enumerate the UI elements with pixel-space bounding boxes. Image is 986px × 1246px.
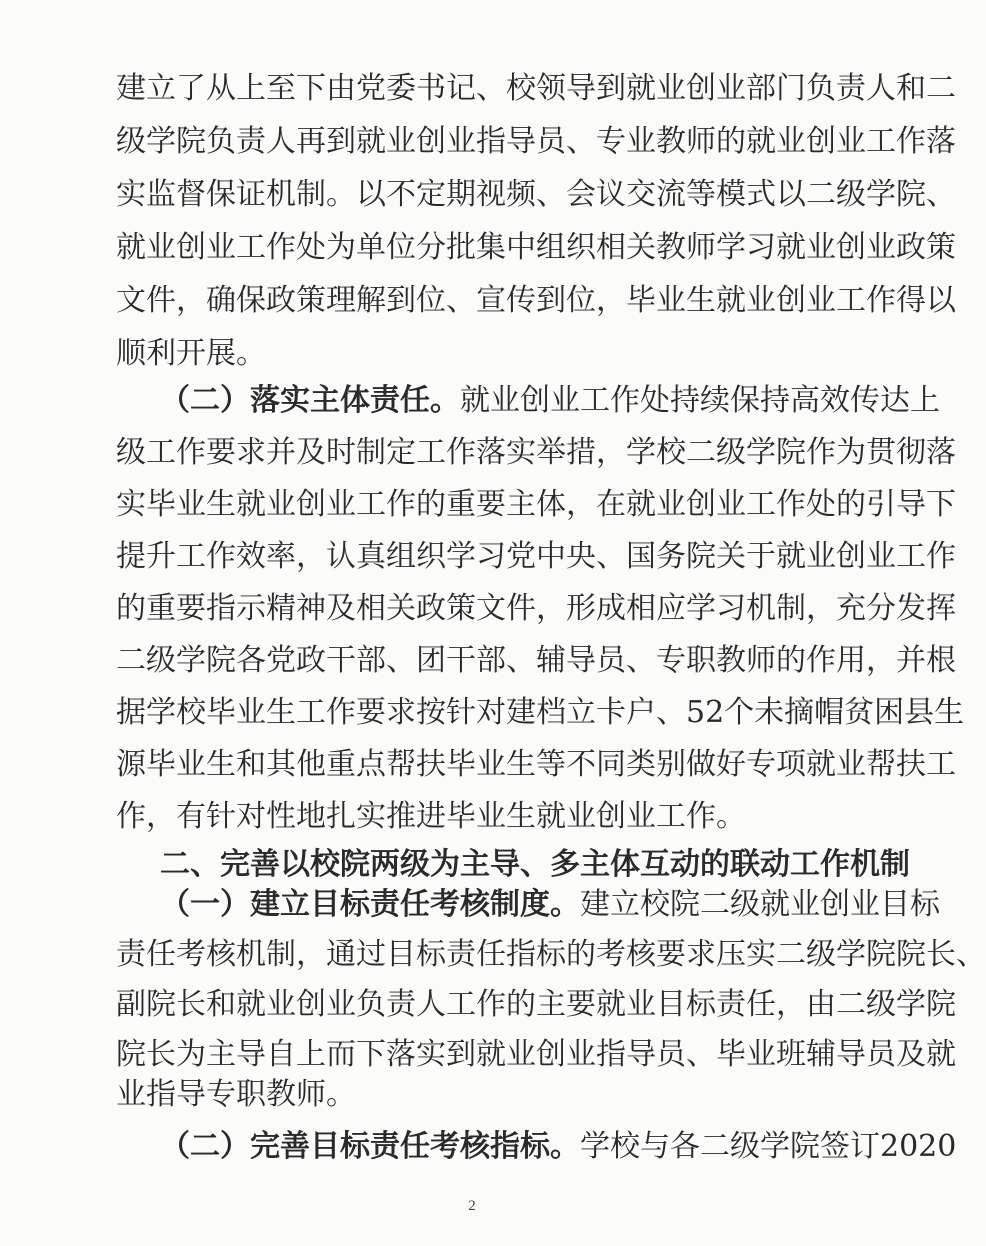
- body-text-line: 作，有针对性地扎实推进毕业生就业创业工作。: [116, 799, 746, 834]
- body-text-line: 建立了从上至下由党委书记、校领导到就业创业部门负责人和二: [116, 71, 956, 106]
- section-text: 就业创业工作处持续保持高效传达上: [460, 383, 940, 418]
- body-text-line: 的重要指示精神及相关政策文件，形成相应学习机制，充分发挥: [116, 591, 956, 626]
- body-text-line: 业指导专职教师。: [116, 1077, 356, 1112]
- body-text-line: 就业创业工作处为单位分批集中组织相关教师学习就业创业政策: [116, 230, 956, 265]
- main-heading: 二、完善以校院两级为主导、多主体互动的联动工作机制: [160, 847, 910, 882]
- body-text-line: 提升工作效率，认真组织学习党中央、国务院关于就业创业工作: [116, 539, 956, 574]
- section-heading: （一）建立目标责任考核制度。: [160, 887, 580, 922]
- section-paragraph-first-line: [160, 1122, 957, 1172]
- body-text-line: 级工作要求并及时制定工作落实举措，学校二级学院作为贯彻落: [116, 435, 956, 470]
- section-heading: （二）完善目标责任考核指标。: [160, 1129, 580, 1164]
- body-text-line: 文件，确保政策理解到位、宣传到位，毕业生就业创业工作得以: [116, 283, 956, 318]
- body-text-line: 院长为主导自上而下落实到就业创业指导员、毕业班辅导员及就: [116, 1037, 956, 1072]
- body-text-line: 二级学院各党政干部、团干部、辅导员、专职教师的作用，并根: [116, 643, 956, 678]
- body-text-line: 实监督保证机制。以不定期视频、会议交流等模式以二级学院、: [116, 177, 956, 212]
- body-text-line: 源毕业生和其他重点帮扶毕业生等不同类别做好专项就业帮扶工: [116, 747, 956, 782]
- body-text-line: 据学校毕业生工作要求按针对建档立卡户、52个未摘帽贫困县生: [116, 695, 965, 730]
- body-text-line: 责任考核机制，通过目标责任指标的考核要求压实二级学院院长、: [116, 937, 986, 972]
- body-text-line: 实毕业生就业创业工作的重要主体，在就业创业工作处的引导下: [116, 487, 956, 522]
- body-text-line: 级学院负责人再到就业创业指导员、专业教师的就业创业工作落: [116, 124, 956, 159]
- section-paragraph-first-line: [160, 376, 940, 426]
- section-text: 学校与各二级学院签订2020: [580, 1129, 957, 1164]
- body-text-line: 副院长和就业创业负责人工作的主要就业目标责任，由二级学院: [116, 987, 956, 1022]
- section-paragraph-first-line: [160, 880, 940, 930]
- section-text: 建立校院二级就业创业目标: [580, 887, 940, 922]
- body-text-line: 顺利开展。: [116, 336, 266, 371]
- page-number: 2: [468, 1198, 476, 1214]
- section-heading: （二）落实主体责任。: [160, 383, 460, 418]
